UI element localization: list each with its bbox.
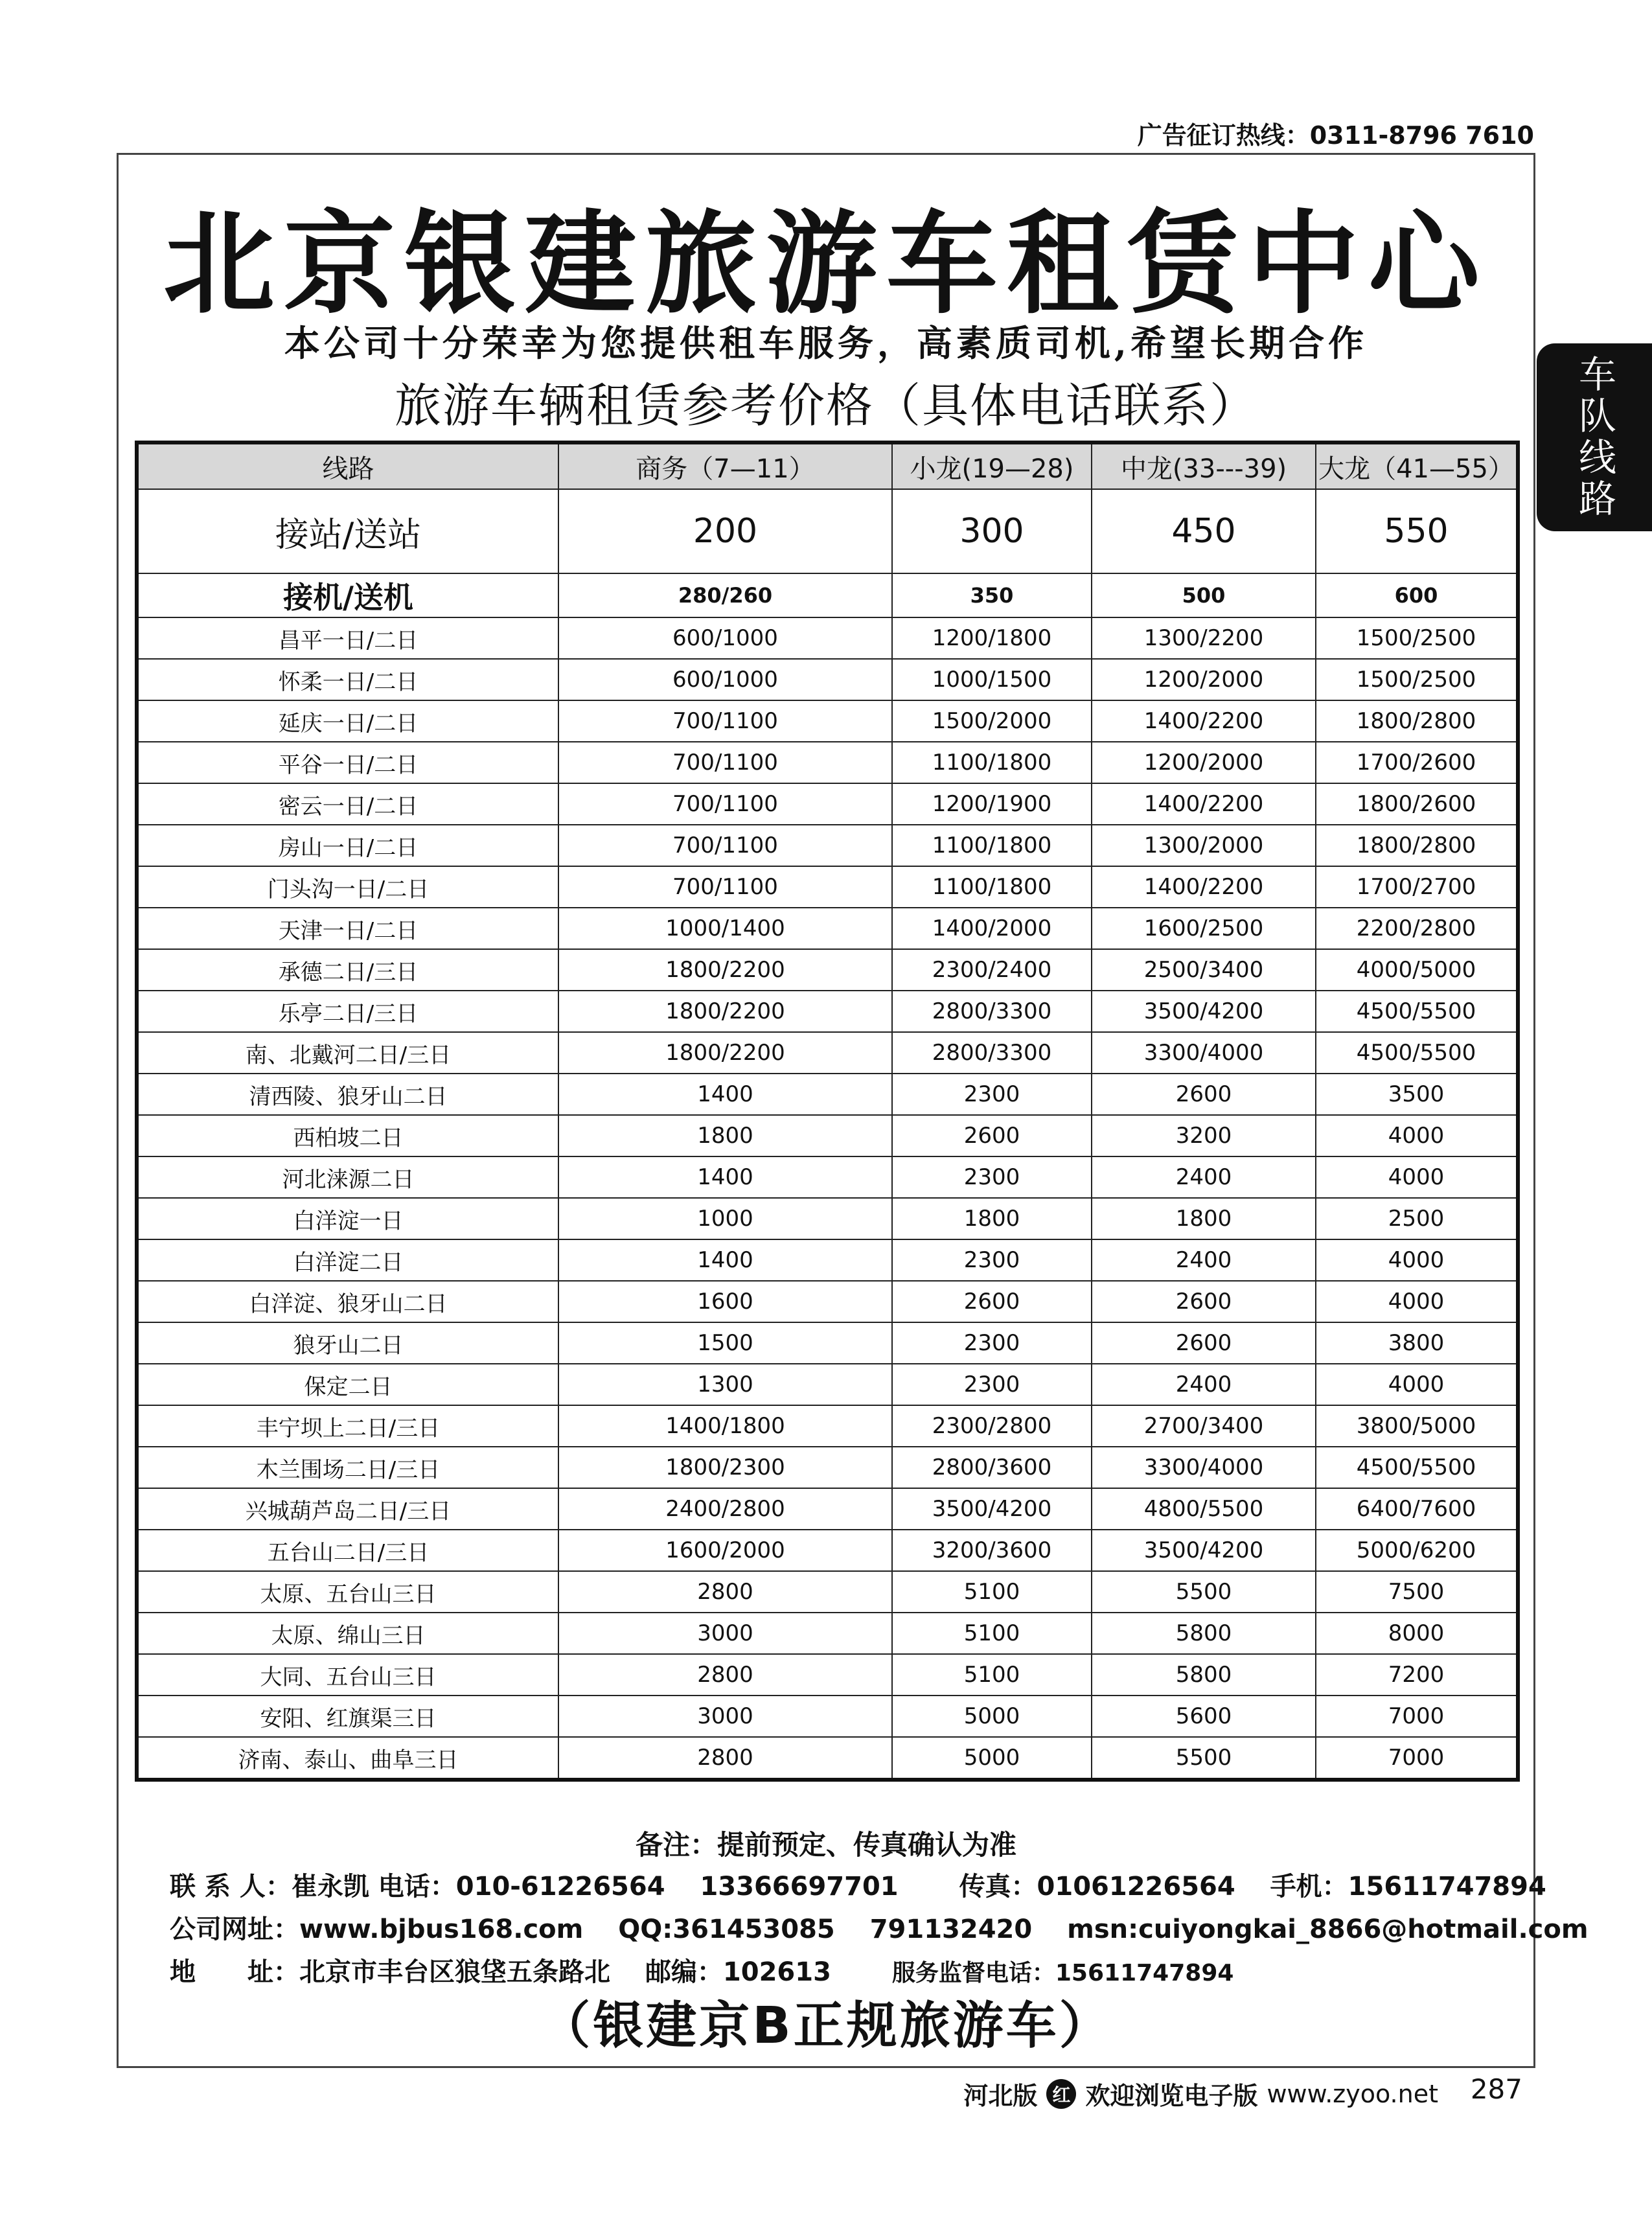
route-cell: 天津一日/二日: [137, 908, 558, 949]
price-cell: 1400: [558, 1239, 892, 1281]
table-row: [137, 1322, 1518, 1364]
table-cell: 500: [1092, 573, 1316, 617]
price-cell: 600/1000: [558, 659, 892, 700]
route-cell: 安阳、红旗渠三日: [137, 1696, 558, 1737]
table-row: [137, 1074, 1518, 1115]
route-cell: 太原、五台山三日: [137, 1571, 558, 1613]
table-row: [137, 1696, 1518, 1737]
table-row: [137, 949, 1518, 991]
price-cell: 2300: [892, 1156, 1092, 1198]
price-cell: 1500/2000: [892, 700, 1092, 742]
price-cell: 3200/3600: [892, 1530, 1092, 1571]
price-cell: 1400/2200: [1092, 866, 1316, 908]
table-row: [137, 1530, 1518, 1571]
price-cell: 7000: [1316, 1737, 1518, 1780]
price-cell: 5000: [892, 1696, 1092, 1737]
route-cell: 大同、五台山三日: [137, 1654, 558, 1696]
booking-note: 备注：提前预定、传真确认为准: [635, 1829, 1016, 1861]
price-cell: 5100: [892, 1654, 1092, 1696]
slogan: （银建京B正规旅游车）: [540, 1997, 1112, 2055]
contact-fax: 传真：01061226564: [959, 1872, 1235, 1902]
header-small-bus: 小龙(19—28): [892, 443, 1092, 489]
route-cell: 狼牙山二日: [137, 1322, 558, 1364]
price-cell: 2300: [892, 1364, 1092, 1405]
table-cell: 550: [1316, 489, 1518, 573]
price-cell: 2800/3300: [892, 1032, 1092, 1074]
price-cell: 1000: [558, 1198, 892, 1239]
price-cell: 6400/7600: [1316, 1488, 1518, 1530]
price-cell: 1400/2200: [1092, 783, 1316, 825]
price-cell: 600/1000: [558, 617, 892, 659]
header-large-bus: 大龙（41—55）: [1316, 443, 1518, 489]
price-cell: 1800: [1092, 1198, 1316, 1239]
price-cell: 5500: [1092, 1737, 1316, 1780]
price-cell: 4500/5500: [1316, 1447, 1518, 1488]
route-cell: 南、北戴河二日/三日: [137, 1032, 558, 1074]
table-row: [137, 908, 1518, 949]
contact-qq-alt: 791132420: [869, 1914, 1033, 1944]
price-cell: 4000: [1316, 1281, 1518, 1322]
contact-person-phone: 联 系 人：崔永凯 电话：010-61226564: [170, 1872, 665, 1902]
contact-msn[interactable]: msn:cuiyongkai_8866@hotmail.com: [1067, 1914, 1589, 1944]
price-cell: 3500/4200: [1092, 1530, 1316, 1571]
price-cell: 1500: [558, 1322, 892, 1364]
price-cell: 1800/2200: [558, 1032, 892, 1074]
price-cell: 700/1100: [558, 700, 892, 742]
table-row: [137, 1198, 1518, 1239]
price-cell: 2500: [1316, 1198, 1518, 1239]
table-row: [137, 783, 1518, 825]
price-cell: 2200/2800: [1316, 908, 1518, 949]
route-cell: 白洋淀二日: [137, 1239, 558, 1281]
price-cell: 1800/2300: [558, 1447, 892, 1488]
table-row: [137, 1447, 1518, 1488]
ad-hotline: 广告征订热线：0311-8796 7610: [1137, 121, 1534, 150]
price-cell: 700/1100: [558, 866, 892, 908]
price-cell: 1200/1800: [892, 617, 1092, 659]
price-cell: 2300: [892, 1239, 1092, 1281]
price-cell: 1500/2500: [1316, 659, 1518, 700]
table-row: [137, 1571, 1518, 1613]
price-cell: 1700/2700: [1316, 866, 1518, 908]
price-cell: 2500/3400: [1092, 949, 1316, 991]
table-cell: 接站/送站: [137, 489, 558, 573]
price-cell: 5800: [1092, 1654, 1316, 1696]
table-row: [137, 1032, 1518, 1074]
price-cell: 1100/1800: [892, 742, 1092, 783]
price-cell: 700/1100: [558, 742, 892, 783]
header-business: 商务（7—11）: [558, 443, 892, 489]
price-cell: 1300/2000: [1092, 825, 1316, 866]
price-heading: 旅游车辆租赁参考价格（具体电话联系）: [394, 378, 1257, 433]
price-cell: 1200/2000: [1092, 742, 1316, 783]
price-cell: 1600/2500: [1092, 908, 1316, 949]
price-cell: 2400: [1092, 1156, 1316, 1198]
price-cell: 1400/1800: [558, 1405, 892, 1447]
table-row: [137, 659, 1518, 700]
table-row: [137, 991, 1518, 1032]
price-cell: 8000: [1316, 1613, 1518, 1654]
price-cell: 7500: [1316, 1571, 1518, 1613]
table-row: [137, 742, 1518, 783]
price-cell: 1400: [558, 1156, 892, 1198]
price-cell: 2300/2800: [892, 1405, 1092, 1447]
price-cell: 2400: [1092, 1239, 1316, 1281]
table-row: [137, 1239, 1518, 1281]
footer-url[interactable]: www.zyoo.net: [1267, 2079, 1438, 2108]
price-cell: 1100/1800: [892, 866, 1092, 908]
price-cell: 1700/2600: [1316, 742, 1518, 783]
route-cell: 河北涞源二日: [137, 1156, 558, 1198]
table-cell: 280/260: [558, 573, 892, 617]
contact-address: 地 址：北京市丰台区狼垡五条路北: [170, 1957, 610, 1987]
route-cell: 怀柔一日/二日: [137, 659, 558, 700]
price-cell: 2300: [892, 1074, 1092, 1115]
price-cell: 2800: [558, 1571, 892, 1613]
price-cell: 1600: [558, 1281, 892, 1322]
table-row: [137, 1737, 1518, 1780]
price-table: [135, 441, 1520, 1782]
route-cell: 延庆一日/二日: [137, 700, 558, 742]
contact-line-web: [170, 1909, 1589, 1946]
route-cell: 丰宁坝上二日/三日: [137, 1405, 558, 1447]
price-cell: 3500/4200: [892, 1488, 1092, 1530]
price-cell: 1800/2200: [558, 949, 892, 991]
section-tab-label: 车队线路: [1572, 354, 1616, 520]
section-tab[interactable]: [1537, 343, 1652, 531]
table-row: [137, 1156, 1518, 1198]
price-cell: 1800: [892, 1198, 1092, 1239]
route-cell: 房山一日/二日: [137, 825, 558, 866]
price-cell: 1500/2500: [1316, 617, 1518, 659]
table-cell: 600: [1316, 573, 1518, 617]
route-cell: 密云一日/二日: [137, 783, 558, 825]
footer-edition: 河北版: [963, 2082, 1038, 2110]
table-cell: 接机/送机: [137, 573, 558, 617]
contact-qq: QQ:361453085: [618, 1914, 835, 1944]
price-cell: 2800: [558, 1737, 892, 1780]
price-cell: 2300: [892, 1322, 1092, 1364]
route-cell: 门头沟一日/二日: [137, 866, 558, 908]
route-cell: 五台山二日/三日: [137, 1530, 558, 1571]
table-cell: 350: [892, 573, 1092, 617]
price-cell: 7000: [1316, 1696, 1518, 1737]
route-cell: 承德二日/三日: [137, 949, 558, 991]
contact-mobile: 手机：15611747894: [1270, 1872, 1546, 1902]
table-row: [137, 1115, 1518, 1156]
route-cell: 保定二日: [137, 1364, 558, 1405]
price-cell: 1800/2800: [1316, 700, 1518, 742]
price-cell: 2600: [892, 1115, 1092, 1156]
price-cell: 2800: [558, 1654, 892, 1696]
table-row: [137, 1654, 1518, 1696]
price-cell: 1400/2000: [892, 908, 1092, 949]
price-cell: 1800: [558, 1115, 892, 1156]
price-cell: 3300/4000: [1092, 1032, 1316, 1074]
price-cell: 1400/2200: [1092, 700, 1316, 742]
table-row: [137, 1281, 1518, 1322]
price-cell: 3000: [558, 1613, 892, 1654]
contact-line-address: [170, 1951, 1233, 1988]
table-cell: 300: [892, 489, 1092, 573]
price-cell: 4800/5500: [1092, 1488, 1316, 1530]
price-cell: 2800/3600: [892, 1447, 1092, 1488]
table-row: [137, 700, 1518, 742]
route-cell: 昌平一日/二日: [137, 617, 558, 659]
price-cell: 1200/2000: [1092, 659, 1316, 700]
price-cell: 5500: [1092, 1571, 1316, 1613]
table-row: [137, 1405, 1518, 1447]
price-cell: 1000/1400: [558, 908, 892, 949]
price-cell: 2700/3400: [1092, 1405, 1316, 1447]
price-cell: 1200/1900: [892, 783, 1092, 825]
price-cell: 3800: [1316, 1322, 1518, 1364]
header-medium-bus: 中龙(33---39): [1092, 443, 1316, 489]
price-cell: 1800/2600: [1316, 783, 1518, 825]
table-header-row: [137, 443, 1518, 489]
price-cell: 2600: [1092, 1074, 1316, 1115]
price-cell: 2600: [892, 1281, 1092, 1322]
price-cell: 4000: [1316, 1156, 1518, 1198]
price-cell: 1400: [558, 1074, 892, 1115]
table-row: [137, 617, 1518, 659]
red-badge-icon: 红: [1046, 2079, 1076, 2109]
price-cell: 1300/2200: [1092, 617, 1316, 659]
contact-supervision-phone: 服务监督电话：15611747894: [891, 1960, 1234, 1986]
contact-line-phone: [170, 1866, 1546, 1903]
route-cell: 乐亭二日/三日: [137, 991, 558, 1032]
route-cell: 平谷一日/二日: [137, 742, 558, 783]
price-cell: 4500/5500: [1316, 1032, 1518, 1074]
route-cell: 太原、绵山三日: [137, 1613, 558, 1654]
table-cell: 200: [558, 489, 892, 573]
price-cell: 3300/4000: [1092, 1447, 1316, 1488]
table-row: [137, 1488, 1518, 1530]
price-cell: 1100/1800: [892, 825, 1092, 866]
table-row: [137, 1364, 1518, 1405]
table-row-airport: [137, 573, 1518, 617]
price-cell: 3500: [1316, 1074, 1518, 1115]
price-cell: 5000/6200: [1316, 1530, 1518, 1571]
price-cell: 5800: [1092, 1613, 1316, 1654]
price-cell: 4000: [1316, 1364, 1518, 1405]
price-cell: 1800/2800: [1316, 825, 1518, 866]
price-cell: 5000: [892, 1737, 1092, 1780]
price-cell: 1300: [558, 1364, 892, 1405]
price-cell: 1600/2000: [558, 1530, 892, 1571]
page-number: 287: [1470, 2073, 1522, 2105]
price-cell: 7200: [1316, 1654, 1518, 1696]
price-cell: 4000: [1316, 1239, 1518, 1281]
price-cell: 5100: [892, 1613, 1092, 1654]
route-cell: 兴城葫芦岛二日/三日: [137, 1488, 558, 1530]
route-cell: 木兰围场二日/三日: [137, 1447, 558, 1488]
contact-postcode: 邮编：102613: [645, 1957, 831, 1987]
price-cell: 2400: [1092, 1364, 1316, 1405]
page-footer: [963, 2076, 1438, 2111]
price-cell: 4500/5500: [1316, 991, 1518, 1032]
price-cell: 5600: [1092, 1696, 1316, 1737]
price-cell: 2400/2800: [558, 1488, 892, 1530]
route-cell: 白洋淀、狼牙山二日: [137, 1281, 558, 1322]
price-cell: 700/1100: [558, 783, 892, 825]
table-cell: 450: [1092, 489, 1316, 573]
route-cell: 西柏坡二日: [137, 1115, 558, 1156]
price-cell: 2800/3300: [892, 991, 1092, 1032]
price-cell: 4000/5000: [1316, 949, 1518, 991]
company-subtitle: 本公司十分荣幸为您提供租车服务，高素质司机,希望长期合作: [284, 322, 1368, 364]
contact-mobile-alt: 13366697701: [700, 1872, 899, 1902]
table-row: [137, 825, 1518, 866]
price-cell: 1000/1500: [892, 659, 1092, 700]
price-cell: 2600: [1092, 1322, 1316, 1364]
price-cell: 3200: [1092, 1115, 1316, 1156]
price-cell: 2300/2400: [892, 949, 1092, 991]
contact-website[interactable]: 公司网址：www.bjbus168.com: [170, 1914, 584, 1944]
table-row: [137, 866, 1518, 908]
price-cell: 700/1100: [558, 825, 892, 866]
table-row: [137, 1613, 1518, 1654]
price-cell: 3000: [558, 1696, 892, 1737]
footer-welcome: 欢迎浏览电子版: [1085, 2082, 1258, 2110]
price-cell: 1800/2200: [558, 991, 892, 1032]
price-cell: 3500/4200: [1092, 991, 1316, 1032]
route-cell: 济南、泰山、曲阜三日: [137, 1737, 558, 1780]
price-cell: 5100: [892, 1571, 1092, 1613]
price-cell: 3800/5000: [1316, 1405, 1518, 1447]
route-cell: 清西陵、狼牙山二日: [137, 1074, 558, 1115]
table-row-station: [137, 489, 1518, 573]
price-cell: 2600: [1092, 1281, 1316, 1322]
route-cell: 白洋淀一日: [137, 1198, 558, 1239]
price-cell: 4000: [1316, 1115, 1518, 1156]
header-route: 线路: [137, 443, 558, 489]
company-title: 北京银建旅游车租赁中心: [163, 198, 1489, 329]
